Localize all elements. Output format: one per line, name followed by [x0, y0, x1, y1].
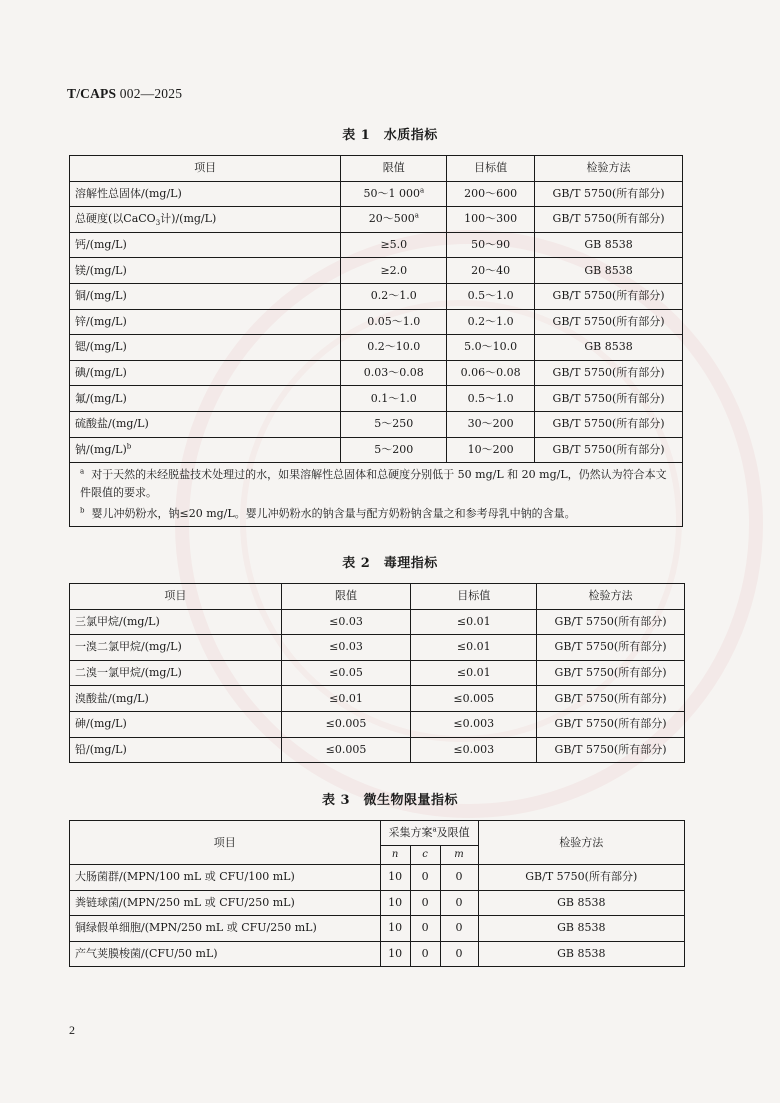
- item-cell: 钠$/(mg/L)^b$: [70, 437, 341, 463]
- method-cell: GB 8538: [535, 232, 683, 258]
- m-cell: 0: [440, 916, 478, 942]
- method-cell: GB/T 5750(所有部分): [537, 660, 685, 686]
- method-cell: GB/T 5750(所有部分): [537, 635, 685, 661]
- c-cell: 0: [410, 890, 440, 916]
- limit-cell: 5～200: [341, 437, 447, 463]
- limit-cell: 20～500$^a$: [341, 207, 447, 233]
- target-cell: 0.5～1.0: [447, 386, 535, 412]
- table-row: [70, 258, 683, 284]
- limit-cell: ≥5.0: [341, 232, 447, 258]
- m-cell: 0: [440, 890, 478, 916]
- subheader-c: c: [410, 846, 440, 865]
- table1-caption: 表 1 水质指标: [342, 128, 438, 143]
- method-cell: GB/T 5750(所有部分): [535, 309, 683, 335]
- target-cell: ≤0.003: [411, 737, 537, 763]
- footnote-b: $^b$ 婴儿冲奶粉水，钠≤20 mg/L。婴儿冲奶粉水的钠含量与配方奶粉钠含量之和参考母乳中钠的含量。: [80, 506, 576, 521]
- target-cell: 30～200: [447, 411, 535, 437]
- limit-cell: 0.1～1.0: [341, 386, 447, 412]
- standard-code: [67, 86, 182, 102]
- table-row: [70, 660, 685, 686]
- method-cell: GB/T 5750(所有部分): [535, 386, 683, 412]
- table-row: [70, 335, 683, 361]
- footnote-mark-b: b: [126, 442, 132, 451]
- item-cell: 硫酸盐/(mg/L): [70, 411, 341, 437]
- item-cell: 溴酸盐/(mg/L): [70, 686, 282, 712]
- c-cell: 0: [410, 865, 440, 891]
- limit-cell: 50～1 000$^a$: [341, 181, 447, 207]
- limit-cell: ≤0.03: [281, 635, 411, 661]
- limit-cell: ≤0.01: [281, 686, 411, 712]
- item-cell: 铜/(mg/L): [70, 283, 341, 309]
- standard-prefix: T/CAPS: [67, 86, 117, 101]
- table-row: [70, 635, 685, 661]
- column-header: 目标值: [411, 584, 537, 610]
- n-cell: 10: [380, 865, 410, 891]
- method-cell: GB/T 5750(所有部分): [478, 865, 684, 891]
- target-cell: ≤0.005: [411, 686, 537, 712]
- table-row: [70, 711, 685, 737]
- method-cell: GB 8538: [478, 941, 684, 967]
- method-cell: GB/T 5750(所有部分): [537, 609, 685, 635]
- method-cell: GB/T 5750(所有部分): [535, 411, 683, 437]
- method-cell: GB 8538: [478, 890, 684, 916]
- target-cell: ≤0.003: [411, 711, 537, 737]
- column-header: 项目: [70, 584, 282, 610]
- table-row: [70, 309, 683, 335]
- table-row: [70, 232, 683, 258]
- water-quality-table: [69, 155, 683, 527]
- column-header: 限值: [281, 584, 411, 610]
- table-row: [70, 411, 683, 437]
- c-cell: 0: [410, 916, 440, 942]
- item-cell: 总硬度(以CaCO$_3$计)/(mg/L): [70, 207, 341, 233]
- target-cell: ≤0.01: [411, 609, 537, 635]
- m-cell: 0: [440, 865, 478, 891]
- subheader-m: m: [440, 846, 478, 865]
- column-header-sampling-plan: 采集方案$^a$及限值: [380, 821, 478, 846]
- method-cell: GB/T 5750(所有部分): [537, 737, 685, 763]
- column-header: 项目: [70, 156, 341, 182]
- method-cell: GB/T 5750(所有部分): [535, 181, 683, 207]
- column-header: 检验方法: [535, 156, 683, 182]
- table-row: [70, 386, 683, 412]
- target-cell: 50～90: [447, 232, 535, 258]
- item-cell: 碘/(mg/L): [70, 360, 341, 386]
- limit-cell: 0.03～0.08: [341, 360, 447, 386]
- limit-cell: ≤0.005: [281, 711, 411, 737]
- table2-caption: 表 2 毒理指标: [342, 556, 438, 571]
- column-header: 检验方法: [537, 584, 685, 610]
- target-cell: ≤0.01: [411, 660, 537, 686]
- item-cell: 氟/(mg/L): [70, 386, 341, 412]
- table-row: [70, 207, 683, 233]
- footnote-a: $^a$ 对于天然的未经脱盐技术处理过的水，如果溶解性总固体和总硬度分别低于 50 mg/L 和 20 mg/L，仍然认为符合本文件限值的要求。: [80, 467, 667, 500]
- n-cell: 10: [380, 916, 410, 942]
- item-cell: 锶/(mg/L): [70, 335, 341, 361]
- limit-cell: ≤0.005: [281, 737, 411, 763]
- limit-cell: ≤0.05: [281, 660, 411, 686]
- table-row: [70, 941, 685, 967]
- m-cell: 0: [440, 941, 478, 967]
- item-cell: 镁/(mg/L): [70, 258, 341, 284]
- standard-number: 002—2025: [119, 86, 183, 101]
- table-row: [70, 360, 683, 386]
- limit-cell: 0.05～1.0: [341, 309, 447, 335]
- n-cell: 10: [380, 890, 410, 916]
- method-cell: GB/T 5750(所有部分): [537, 711, 685, 737]
- limit-cell: ≥2.0: [341, 258, 447, 284]
- item-cell: 粪链球菌/(MPN/250 mL 或 CFU/250 mL): [70, 890, 381, 916]
- item-cell: 一溴二氯甲烷/(mg/L): [70, 635, 282, 661]
- table-header-row: [70, 156, 683, 182]
- item-cell: 砷/(mg/L): [70, 711, 282, 737]
- column-header: 检验方法: [478, 821, 684, 865]
- table-row: [70, 890, 685, 916]
- table-row: [70, 916, 685, 942]
- item-cell: 二溴一氯甲烷/(mg/L): [70, 660, 282, 686]
- c-cell: 0: [410, 941, 440, 967]
- limit-cell: 0.2～1.0: [341, 283, 447, 309]
- item-cell: 铜绿假单细胞/(MPN/250 mL 或 CFU/250 mL): [70, 916, 381, 942]
- table-row: [70, 686, 685, 712]
- method-cell: GB/T 5750(所有部分): [535, 360, 683, 386]
- table-row: [70, 609, 685, 635]
- subheader-n: n: [380, 846, 410, 865]
- item-cell: 钙/(mg/L): [70, 232, 341, 258]
- table-row: [70, 181, 683, 207]
- toxicology-table: [69, 583, 685, 763]
- limit-cell: 5～250: [341, 411, 447, 437]
- item-cell: 产气荚膜梭菌/(CFU/50 mL): [70, 941, 381, 967]
- target-cell: 20～40: [447, 258, 535, 284]
- target-cell: 200～600: [447, 181, 535, 207]
- n-cell: 10: [380, 941, 410, 967]
- table-row: [70, 437, 683, 463]
- column-header: 项目: [70, 821, 381, 865]
- table-notes: [70, 463, 683, 527]
- table-header-row: [70, 821, 685, 846]
- target-cell: ≤0.01: [411, 635, 537, 661]
- subscript-3: 3: [155, 219, 161, 228]
- page-number: 2: [69, 1023, 75, 1037]
- limit-cell: 0.2～10.0: [341, 335, 447, 361]
- method-cell: GB 8538: [478, 916, 684, 942]
- table-row: [70, 865, 685, 891]
- item-cell: 锌/(mg/L): [70, 309, 341, 335]
- limit-cell: ≤0.03: [281, 609, 411, 635]
- method-cell: GB/T 5750(所有部分): [537, 686, 685, 712]
- target-cell: 10～200: [447, 437, 535, 463]
- footnote-mark-a: a: [414, 211, 419, 220]
- table-notes-row: [70, 463, 683, 527]
- item-cell: 溶解性总固体/(mg/L): [70, 181, 341, 207]
- method-cell: GB 8538: [535, 258, 683, 284]
- column-header: 限值: [341, 156, 447, 182]
- target-cell: 100～300: [447, 207, 535, 233]
- method-cell: GB/T 5750(所有部分): [535, 437, 683, 463]
- method-cell: GB/T 5750(所有部分): [535, 283, 683, 309]
- item-cell: 铅/(mg/L): [70, 737, 282, 763]
- target-cell: 0.5～1.0: [447, 283, 535, 309]
- table-row: [70, 737, 685, 763]
- item-cell: 三氯甲烷/(mg/L): [70, 609, 282, 635]
- microbial-limit-table: [69, 820, 685, 967]
- table-header-row: [70, 584, 685, 610]
- method-cell: GB 8538: [535, 335, 683, 361]
- method-cell: GB/T 5750(所有部分): [535, 207, 683, 233]
- target-cell: 0.06～0.08: [447, 360, 535, 386]
- column-header: 目标值: [447, 156, 535, 182]
- target-cell: 0.2～1.0: [447, 309, 535, 335]
- target-cell: 5.0～10.0: [447, 335, 535, 361]
- footnote-mark-a: a: [419, 186, 425, 195]
- item-cell: 大肠菌群/(MPN/100 mL 或 CFU/100 mL): [70, 865, 381, 891]
- table3-caption: 表 3 微生物限量指标: [321, 793, 459, 808]
- table-row: [70, 283, 683, 309]
